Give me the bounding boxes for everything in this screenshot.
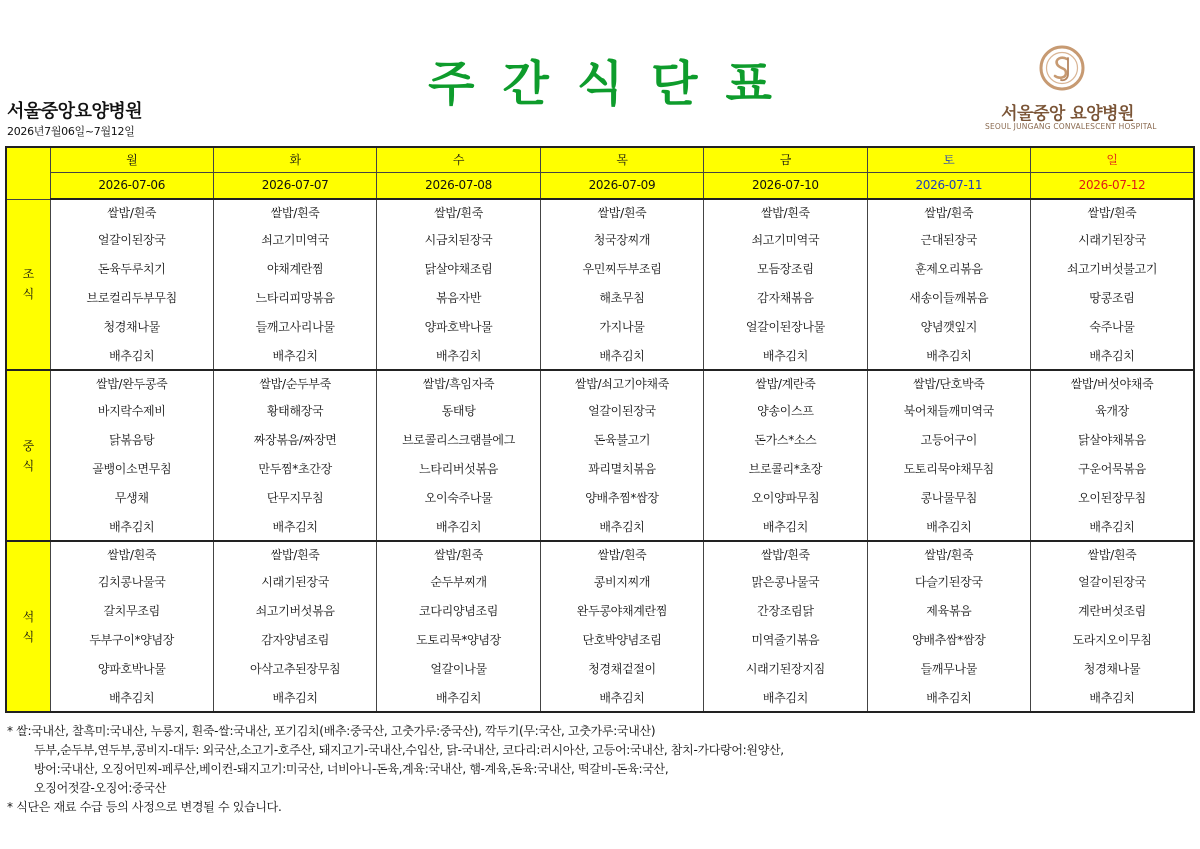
menu-item-cell: 모듬장조림 [704, 254, 867, 283]
menu-item-cell: 오이된장무침 [1031, 483, 1194, 512]
table-row [6, 454, 1194, 483]
menu-item-cell: 쌀밥/흰죽 [213, 541, 376, 567]
menu-item-cell: 쌀밥/완두콩죽 [50, 370, 213, 396]
menu-item-cell: 돈육불고기 [540, 425, 703, 454]
menu-item-cell: 쌀밥/흑임자죽 [377, 370, 540, 396]
menu-item-cell: 청경채나물 [50, 312, 213, 341]
menu-item-cell: 쌀밥/흰죽 [50, 541, 213, 567]
menu-item-cell: 배추김치 [50, 512, 213, 541]
menu-item-cell: 해초무침 [540, 283, 703, 312]
menu-item-cell: 아삭고추된장무침 [213, 654, 376, 683]
date-cell: 2026-07-12 [1031, 172, 1194, 199]
menu-item-cell: 꽈리멸치볶음 [540, 454, 703, 483]
menu-item-cell: 청국장찌개 [540, 225, 703, 254]
meal-label-cell [6, 370, 50, 541]
menu-item-cell: 북어채들깨미역국 [867, 396, 1030, 425]
menu-item-cell: 시래기된장지짐 [704, 654, 867, 683]
menu-item-cell: 만두찜*초간장 [213, 454, 376, 483]
menu-item-cell: 도토리묵야채무침 [867, 454, 1030, 483]
day-name-cell: 금 [704, 147, 867, 172]
menu-item-cell: 배추김치 [50, 341, 213, 370]
menu-item-cell: 쌀밥/흰죽 [704, 199, 867, 225]
menu-item-cell: 브로콜리*초장 [704, 454, 867, 483]
table-row [6, 483, 1194, 512]
menu-item-cell: 감자채볶음 [704, 283, 867, 312]
menu-item-cell: 배추김치 [704, 341, 867, 370]
weekly-menu-table [5, 146, 1195, 713]
menu-item-cell: 닭살야채볶음 [1031, 425, 1194, 454]
menu-item-cell: 배추김치 [1031, 341, 1194, 370]
notes [7, 722, 784, 817]
menu-item-cell: 배추김치 [1031, 683, 1194, 712]
menu-item-cell: 돈육두루치기 [50, 254, 213, 283]
menu-item-cell: 땅콩조림 [1031, 283, 1194, 312]
menu-item-cell: 배추김치 [540, 512, 703, 541]
menu-item-cell: 들깨고사리나물 [213, 312, 376, 341]
menu-item-cell: 쌀밥/흰죽 [377, 199, 540, 225]
menu-item-cell: 도토리묵*양념장 [377, 625, 540, 654]
table-row [6, 625, 1194, 654]
menu-item-cell: 새송이들깨볶음 [867, 283, 1030, 312]
day-name-cell: 수 [377, 147, 540, 172]
table-row [6, 199, 1194, 225]
menu-item-cell: 배추김치 [50, 683, 213, 712]
menu-item-cell: 쌀밥/흰죽 [1031, 541, 1194, 567]
menu-item-cell: 간장조림닭 [704, 596, 867, 625]
meal-label-char: 중 [22, 438, 34, 453]
menu-item-cell: 무생채 [50, 483, 213, 512]
menu-item-cell: 완두콩야채계란찜 [540, 596, 703, 625]
menu-item-cell: 바지락수제비 [50, 396, 213, 425]
menu-item-cell: 배추김치 [540, 341, 703, 370]
table-row [6, 396, 1194, 425]
menu-item-cell: 다슬기된장국 [867, 567, 1030, 596]
menu-item-cell: 동태탕 [377, 396, 540, 425]
menu-item-cell: 계란버섯조림 [1031, 596, 1194, 625]
menu-item-cell: 얼갈이된장나물 [704, 312, 867, 341]
menu-item-cell: 양념깻잎지 [867, 312, 1030, 341]
menu-item-cell: 가지나물 [540, 312, 703, 341]
note-line: * 식단은 재료 수급 등의 사정으로 변경될 수 있습니다. [7, 800, 282, 814]
menu-item-cell: 순두부찌개 [377, 567, 540, 596]
menu-item-cell: 우민찌두부조림 [540, 254, 703, 283]
menu-item-cell: 골뱅이소면무침 [50, 454, 213, 483]
menu-item-cell: 배추김치 [867, 683, 1030, 712]
menu-item-cell: 배추김치 [213, 341, 376, 370]
menu-item-cell: 배추김치 [867, 341, 1030, 370]
menu-item-cell: 콩비지찌개 [540, 567, 703, 596]
menu-item-cell: 시래기된장국 [213, 567, 376, 596]
menu-item-cell: 짜장볶음/짜장면 [213, 425, 376, 454]
menu-item-cell: 배추김치 [377, 683, 540, 712]
date-cell: 2026-07-09 [540, 172, 703, 199]
date-cell: 2026-07-06 [50, 172, 213, 199]
meal-label-char: 식 [22, 458, 34, 473]
menu-item-cell: 쌀밥/흰죽 [540, 199, 703, 225]
menu-item-cell: 쌀밥/흰죽 [50, 199, 213, 225]
menu-item-cell: 단무지무침 [213, 483, 376, 512]
menu-item-cell: 고등어구이 [867, 425, 1030, 454]
day-name-cell: 토 [867, 147, 1030, 172]
menu-item-cell: 얼갈이된장국 [50, 225, 213, 254]
date-cell: 2026-07-07 [213, 172, 376, 199]
page-title: 주간식단표 [428, 56, 800, 112]
menu-item-cell: 쌀밥/흰죽 [213, 199, 376, 225]
date-cell: 2026-07-10 [704, 172, 867, 199]
menu-item-cell: 쌀밥/흰죽 [867, 541, 1030, 567]
menu-item-cell: 쌀밥/흰죽 [704, 541, 867, 567]
menu-item-cell: 느타리피망볶음 [213, 283, 376, 312]
menu-item-cell: 청경채겉절이 [540, 654, 703, 683]
menu-item-cell: 양배추쌈*쌈장 [867, 625, 1030, 654]
menu-item-cell: 배추김치 [377, 341, 540, 370]
menu-item-cell: 양송이스프 [704, 396, 867, 425]
day-header-row [6, 147, 1194, 172]
menu-item-cell: 청경채나물 [1031, 654, 1194, 683]
day-name-cell: 목 [540, 147, 703, 172]
meal-label-char: 식 [22, 287, 34, 302]
menu-item-cell: 볶음자반 [377, 283, 540, 312]
menu-item-cell: 양파호박나물 [50, 654, 213, 683]
menu-item-cell: 브로콜리스크램블에그 [377, 425, 540, 454]
menu-item-cell: 쇠고기미역국 [704, 225, 867, 254]
hospital-name: 서울중앙요양병원 [7, 101, 143, 122]
menu-item-cell: 얼갈이나물 [377, 654, 540, 683]
meal-label-cell [6, 541, 50, 712]
note-line: 방어:국내산, 오징어민찌-페루산,베이컨-돼지고기:미국산, 너비아니-돈육,계육:국내산, 햄-계육,돈육:국내산, 떡갈비-돈육:국산, [34, 762, 669, 776]
menu-item-cell: 오이양파무침 [704, 483, 867, 512]
menu-item-cell: 숙주나물 [1031, 312, 1194, 341]
table-row [6, 225, 1194, 254]
menu-item-cell: 도라지오이무침 [1031, 625, 1194, 654]
menu-item-cell: 감자양념조림 [213, 625, 376, 654]
menu-item-cell: 배추김치 [377, 512, 540, 541]
corner-cell [6, 147, 50, 199]
date-header-row [6, 172, 1194, 199]
date-range: 2026년7월06일~7월12일 [7, 125, 135, 138]
meal-label-cell [6, 199, 50, 370]
menu-item-cell: 맑은콩나물국 [704, 567, 867, 596]
day-name-cell: 일 [1031, 147, 1194, 172]
table-row [6, 254, 1194, 283]
menu-item-cell: 쌀밥/흰죽 [540, 541, 703, 567]
meal-label-char: 조 [22, 267, 34, 282]
menu-item-cell: 얼갈이된장국 [540, 396, 703, 425]
menu-item-cell: 쇠고기버섯볶음 [213, 596, 376, 625]
menu-item-cell: 시금치된장국 [377, 225, 540, 254]
table-row [6, 654, 1194, 683]
menu-item-cell: 쌀밥/흰죽 [377, 541, 540, 567]
menu-item-cell: 오이숙주나물 [377, 483, 540, 512]
menu-item-cell: 김치콩나물국 [50, 567, 213, 596]
table-row [6, 567, 1194, 596]
menu-item-cell: 들깨무나물 [867, 654, 1030, 683]
table-row [6, 541, 1194, 567]
table-row [6, 425, 1194, 454]
menu-item-cell: 닭볶음탕 [50, 425, 213, 454]
meal-label-char: 석 [22, 609, 34, 624]
note-line: 두부,순두부,연두부,콩비지-대두: 외국산,소고기-호주산, 돼지고기-국내산,수입산, 닭-국내산, 코다리:러시아산, 고등어:국내산, 참치-가다랑어:원양산, [34, 743, 784, 757]
hospital-logo [985, 44, 1157, 134]
sj-monogram-icon [1038, 44, 1086, 92]
menu-item-cell: 배추김치 [867, 512, 1030, 541]
table-row [6, 596, 1194, 625]
menu-item-cell: 콩나물무침 [867, 483, 1030, 512]
day-name-cell: 월 [50, 147, 213, 172]
day-name-cell: 화 [213, 147, 376, 172]
menu-item-cell: 쌀밥/단호박죽 [867, 370, 1030, 396]
note-line: * 쌀:국내산, 찰흑미:국내산, 누룽지, 흰죽-쌀:국내산, 포기김치(배추:중국산, 고춧가루:중국산), 깍두기(무:국산, 고춧가루:국내산) [7, 724, 656, 738]
menu-item-cell: 쌀밥/버섯야채죽 [1031, 370, 1194, 396]
menu-item-cell: 쇠고기버섯불고기 [1031, 254, 1194, 283]
menu-item-cell: 육개장 [1031, 396, 1194, 425]
menu-item-cell: 쇠고기미역국 [213, 225, 376, 254]
menu-item-cell: 구운어묵볶음 [1031, 454, 1194, 483]
menu-item-cell: 두부구이*양념장 [50, 625, 213, 654]
menu-item-cell: 코다리양념조림 [377, 596, 540, 625]
menu-item-cell: 브로컬리두부무침 [50, 283, 213, 312]
menu-item-cell: 배추김치 [704, 512, 867, 541]
menu-item-cell: 시래기된장국 [1031, 225, 1194, 254]
menu-item-cell: 배추김치 [213, 683, 376, 712]
table-row [6, 683, 1194, 712]
table-row [6, 283, 1194, 312]
menu-item-cell: 배추김치 [704, 683, 867, 712]
menu-item-cell: 양파호박나물 [377, 312, 540, 341]
table-row [6, 341, 1194, 370]
menu-item-cell: 배추김치 [213, 512, 376, 541]
menu-item-cell: 단호박양념조림 [540, 625, 703, 654]
menu-item-cell: 제육볶음 [867, 596, 1030, 625]
logo-subtext: SEOUL JUNGANG CONVALESCENT HOSPITAL [985, 122, 1157, 131]
menu-item-cell: 훈제오리볶음 [867, 254, 1030, 283]
menu-item-cell: 배추김치 [1031, 512, 1194, 541]
date-cell: 2026-07-08 [377, 172, 540, 199]
menu-item-cell: 야채계란찜 [213, 254, 376, 283]
logo-text: 서울중앙 요양병원 [1001, 104, 1134, 124]
note-line: 오징어젓갈-오징어:중국산 [34, 781, 166, 795]
menu-item-cell: 쌀밥/순두부죽 [213, 370, 376, 396]
menu-item-cell: 쌀밥/흰죽 [1031, 199, 1194, 225]
menu-item-cell: 얼갈이된장국 [1031, 567, 1194, 596]
menu-item-cell: 황태해장국 [213, 396, 376, 425]
menu-item-cell: 돈가스*소스 [704, 425, 867, 454]
table-row [6, 370, 1194, 396]
menu-item-cell: 갈치무조림 [50, 596, 213, 625]
menu-item-cell: 쌀밥/흰죽 [867, 199, 1030, 225]
date-cell: 2026-07-11 [867, 172, 1030, 199]
menu-item-cell: 배추김치 [540, 683, 703, 712]
menu-item-cell: 양배추찜*쌈장 [540, 483, 703, 512]
meal-label-char: 식 [22, 629, 34, 644]
menu-item-cell: 닭살야채조림 [377, 254, 540, 283]
menu-item-cell: 미역줄기볶음 [704, 625, 867, 654]
menu-item-cell: 근대된장국 [867, 225, 1030, 254]
menu-item-cell: 쌀밥/쇠고기야채죽 [540, 370, 703, 396]
table-row [6, 312, 1194, 341]
table-row [6, 512, 1194, 541]
menu-item-cell: 느타리버섯볶음 [377, 454, 540, 483]
menu-item-cell: 쌀밥/계란죽 [704, 370, 867, 396]
